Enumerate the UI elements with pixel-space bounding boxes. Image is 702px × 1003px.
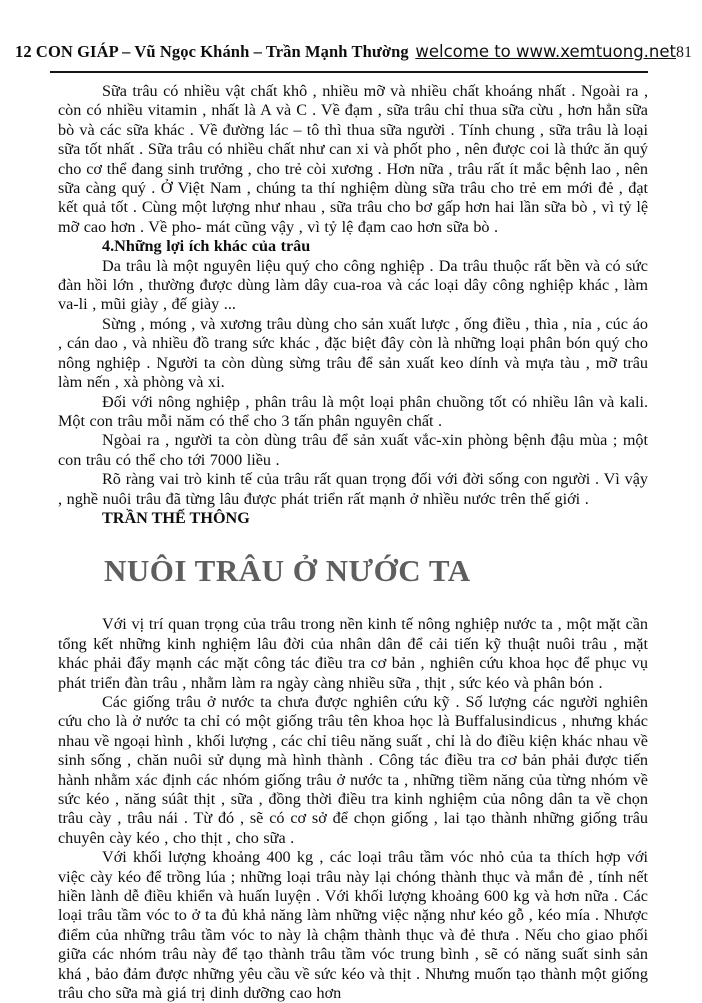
paragraph-buffalo-leather: Da trâu là một nguyên liệu quý cho công nghiệp . Da trâu thuộc rất bền và có sức đàn hồi lớn , thường được dùng làm dây cua-roa và các loại dây công nghiệp khác , làm va-li , mũi giày , đế giày ...	[58, 256, 648, 314]
paragraph-chapter-intro: Với vị trí quan trọng của trâu trong nền kinh tế nông nghiệp nước ta , một mặt cần tổng kết những kinh nghiệm lâu đời của nhân dân để cải tiến kỹ thuật nuôi trâu , mặt khác phải đẩy mạnh các mặt công tác điều tra cơ bản , nghiên cứu khoa học để phục vụ phát triển đàn trâu , nhằm làm ra ngày càng nhiều sữa , thịt , sức kéo và phân bón .	[58, 615, 648, 692]
author-name: TRẦN THẾ THÔNG	[102, 508, 250, 527]
paragraph-weight-classes: Với khối lượng khoảng 400 kg , các loại trâu tầm vóc nhỏ của ta thích hợp với việc cày kéo để trồng lúa ; những loại trâu này lại chóng thành thục và mắn đẻ , tính nết hiền lành dễ điều khiển và huấn luyện . Với khối lượng khoảng 600 kg và hơn nữa . Các loại trâu tầm vóc to ở ta đủ khả năng làm những việc nặng như kéo gỗ , kéo mía . Nhược điểm của những trâu tầm vóc to này là chậm thành thục và đẻ thưa . Nếu cho giao phối giữa các nhóm trâu này để tạo thành trâu tầm vóc trung bình , sẽ có năng suất sinh sản khá , bảo đảm được những yêu cầu về sức kéo và thịt . Nhưng muốn tạo thành một giống trâu cho sữa mà giá trị dinh dưỡng cao hơn	[58, 848, 648, 1003]
paragraph-vaccine: Ngòai ra , người ta còn dùng trâu để sản xuất vắc-xin phòng bệnh đậu mùa ; một con trâu có thể cho tới 7000 liều .	[58, 431, 648, 469]
site-link[interactable]: welcome to www.xemtuong.net	[415, 42, 676, 61]
section-heading-other-benefits: 4.Những lợi ích khác của trâu	[102, 237, 311, 256]
paragraph-economic-role: Rõ ràng vai trò kinh tế của trâu rất quan trọng đối với đời sống con người . Vì vậy , nghề nuôi trâu đã từng lâu được phát triển rất mạnh ở nhìều nước trên thế giới .	[58, 470, 648, 508]
paragraph-horn-bone: Sừng , móng , và xương trâu dùng cho sản xuất lược , ống điều , thìa , nỉa , cúc áo , cán dao , và nhiều đồ trang sức khác , đặc biệt đây còn là những loại phân bón quý cho nông nghiệp . Người ta còn dùng sừng trâu để sản xuất keo dính và mựa tàu , mỡ trâu làm nến , xà phòng và xi.	[58, 314, 648, 392]
book-title: 12 CON GIÁP – Vũ Ngọc Khánh – Trần Mạnh Thường	[15, 42, 409, 61]
paragraph-buffalo-milk: Sữa trâu có nhiều vật chất khô , nhiều mỡ và nhiều chất khoáng nhất . Ngoài ra , còn có nhiều vitamin , nhất là A và C . Về đạm , sữa trâu chỉ thua sữa cừu , hơn hẳn sữa bò và các sữa khác . Về đường lác – tô thì thua sữa người . Tính chung , sữa trâu là loại sữa tốt nhất . Sữa trâu có nhiều chất như can xi và phốt pho , nên được coi là thức ăn quý cho cơ thể đang sinh trưởng , cho trẻ còi xương . Hơn nữa , trâu rất ít mắc bệnh lao , nên sữa càng quý . Ở Việt Nam , chúng ta thí nghiệm dùng sữa trâu cho trẻ em mới đẻ , đạt kết quả tốt . Cùng một lượng như nhau , sữa trâu cho bơ gấp hơn hai lần sữa bò , vì tỷ lệ mỡ cao hơn . Về pho- mát cũng vậy , vì tỷ lệ đạm cao hơn sữa bò .	[58, 82, 648, 236]
page-header	[0, 42, 702, 62]
paragraph-manure: Đối với nông nghiệp , phân trâu là một loại phân chuồng tốt có nhiều lân và kali. Một con trâu mỗi năm có thể cho 3 tấn phân nguyên chất .	[58, 392, 648, 430]
header-right	[415, 42, 692, 62]
header-divider	[50, 71, 648, 73]
body-text-column	[58, 82, 648, 1003]
chapter-title: NUÔI TRÂU Ở NƯỚC TA	[104, 553, 471, 589]
page-number: 81	[676, 44, 692, 61]
paragraph-breed-research: Các giống trâu ở nước ta chưa được nghiên cứu kỹ . Số lượng các người nghiên cứu cho là ở nước ta chỉ có một giống trâu tên khoa học là Buffalusindicus , nhưng khác nhau về ngoại hình , khối lượng , các chỉ tiêu năng suất , chỉ là do điều kiện khác nhau về sinh sống , chăn nuôi sử dụng mà hình thành . Công tác điều tra cơ bản phải được tiến hành nhằm xác định các nhóm giống trâu ở nước ta , những tiềm năng của từng nhóm về sức kéo , năng súât thịt , sữa , đồng thời điều tra kinh nghiệm của nông dân ta về chọn trâu cày , trâu nái . Từ đó , sẽ có cơ sở để chọn giống , lai tạo thành những giống trâu chuyên cày kéo , cho thịt , cho sữa .	[58, 692, 648, 847]
